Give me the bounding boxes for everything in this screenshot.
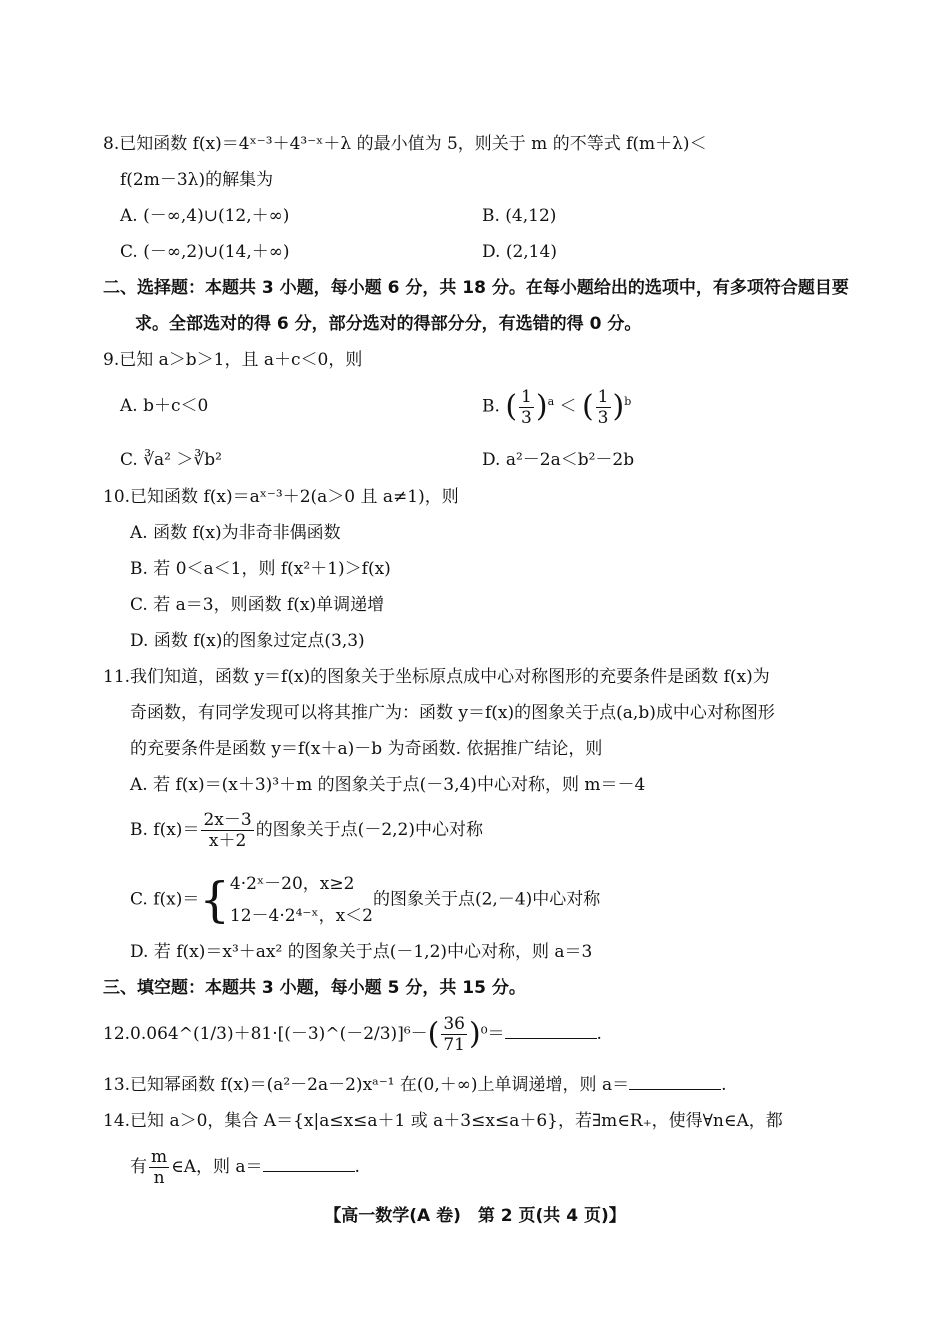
q11-option-a: A. 若 f(x)＝(x＋3)³＋m 的图象关于点(－3,4)中心对称，则 m＝－4 bbox=[130, 775, 646, 795]
q9-option-b-label: B. bbox=[482, 396, 500, 417]
q11-stem-line2: 奇函数，有同学发现可以将其推广为：函数 y＝f(x)的图象关于点(a,b)成中心对称图形 bbox=[130, 703, 775, 723]
q11-option-b-post: 的图象关于点(－2,2)中心对称 bbox=[255, 820, 483, 840]
q10-stem: 10.已知函数 f(x)＝aˣ⁻³＋2(a＞0 且 a≠1)，则 bbox=[103, 487, 459, 507]
q12-stem: 12.0.064^(1/3)＋81·[(－3)^(－2/3)]⁶－( $\frac{36}{71}$ )⁰＝ . bbox=[103, 1014, 602, 1055]
q8-option-a: A. (－∞,4)∪(12,＋∞) bbox=[120, 206, 290, 226]
q14-answer-blank[interactable] bbox=[263, 1155, 355, 1172]
q11-option-b-pre: B. f(x)＝ bbox=[130, 820, 200, 840]
q12-answer-blank[interactable] bbox=[505, 1022, 597, 1039]
q8-stem-line2: f(2m－3λ)的解集为 bbox=[120, 170, 274, 190]
q9-option-b-exp1: a bbox=[547, 395, 555, 408]
q11-stem-line1: 11.我们知道，函数 y＝f(x)的图象关于坐标原点成中心对称图形的充要条件是函数 f(x)为 bbox=[103, 667, 770, 687]
q9-option-b-lt: ＜ bbox=[559, 396, 577, 417]
q8-option-d: D. (2,14) bbox=[482, 242, 557, 262]
q11-option-c-cases: 4·2ˣ－20，x≥2 12－4·2⁴⁻ˣ，x＜2 bbox=[229, 874, 373, 926]
q8-option-c: C. (－∞,2)∪(14,＋∞) bbox=[120, 242, 290, 262]
q11-stem-line3: 的充要条件是函数 y＝f(x＋a)－b 为奇函数. 依据推广结论，则 bbox=[130, 739, 603, 759]
q11-option-b bbox=[130, 808, 483, 852]
section3-header: 三、填空题：本题共 3 小题，每小题 5 分，共 15 分。 bbox=[103, 978, 526, 998]
q9-option-b: B. ( $\frac{1}{3}$ )$^a$ ＜ ( $\frac{1}{3}$ )$^b$ bbox=[482, 386, 632, 428]
q13-stem: 13.已知幂函数 f(x)＝(a²－2a－2)xᵃ⁻¹ 在(0,＋∞)上单调递增，则 a＝ . bbox=[103, 1075, 727, 1095]
q9-stem: 9.已知 a＞b＞1，且 a＋c＜0，则 bbox=[103, 350, 363, 370]
left-brace-icon: { bbox=[199, 872, 230, 928]
q9-option-b-frac2: $\frac{1}{3}$ bbox=[597, 386, 609, 428]
page-footer: 【高一数学(A 卷) 第 2 页(共 4 页)】 bbox=[324, 1206, 626, 1226]
q14-frac: $\frac{m}{n}$ bbox=[151, 1147, 168, 1188]
q11-option-b-frac: $\frac{2x-3}{x+2}$ bbox=[203, 810, 252, 851]
q10-option-b: B. 若 0＜a＜1，则 f(x²＋1)＞f(x) bbox=[130, 559, 391, 579]
q11-option-c-pre: C. f(x)＝ bbox=[130, 889, 200, 910]
q10-option-c: C. 若 a＝3，则函数 f(x)单调递增 bbox=[130, 595, 385, 615]
q9-option-b-exp2: b bbox=[624, 395, 632, 408]
q13-answer-blank[interactable] bbox=[629, 1073, 721, 1090]
q13-pre: 13.已知幂函数 f(x)＝(a²－2a－2)xᵃ⁻¹ 在(0,＋∞)上单调递增，则 a＝ bbox=[103, 1075, 630, 1095]
q9-option-c: C. ∛a² ＞∛b² bbox=[120, 450, 222, 470]
q9-option-b-frac1: $\frac{1}{3}$ bbox=[521, 386, 532, 428]
q14-stem-line2: 有 $\frac{m}{n}$ ∈A，则 a＝ . bbox=[130, 1147, 360, 1188]
section2-header-line1: 二、选择题：本题共 3 小题，每小题 6 分，共 18 分。在每小题给出的选项中，有多项符合题目要 bbox=[103, 278, 849, 298]
q12-frac: $\frac{36}{71}$ bbox=[443, 1014, 465, 1055]
q14-stem-line1: 14.已知 a＞0，集合 A＝{x|a≤x≤a＋1 或 a＋3≤x≤a＋6}，若∃m∈R₊，使得∀n∈A，都 bbox=[103, 1111, 783, 1131]
q11-option-c-post: 的图象关于点(2,－4)中心对称 bbox=[372, 889, 601, 910]
q10-option-d: D. 函数 f(x)的图象过定点(3,3) bbox=[130, 631, 365, 651]
q8-stem-line1: 8.已知函数 f(x)＝4ˣ⁻³＋4³⁻ˣ＋λ 的最小值为 5，则关于 m 的不等式 f(m＋λ)＜ bbox=[103, 134, 707, 154]
q8-option-b: B. (4,12) bbox=[482, 206, 557, 226]
q12-post: ⁰＝ bbox=[480, 1024, 505, 1044]
q9-option-d: D. a²－2a＜b²－2b bbox=[482, 450, 635, 470]
q11-option-c bbox=[130, 868, 600, 932]
section2-header-line2: 求。全部选对的得 6 分，部分选对的得部分分，有选错的得 0 分。 bbox=[135, 314, 642, 334]
q10-option-a: A. 函数 f(x)为非奇非偶函数 bbox=[130, 523, 341, 543]
q12-pre: 12.0.064^(1/3)＋81·[(－3)^(－2/3)]⁶－ bbox=[103, 1024, 428, 1044]
q11-option-d: D. 若 f(x)＝x³＋ax² 的图象关于点(－1,2)中心对称，则 a＝3 bbox=[130, 942, 593, 962]
q9-option-a: A. b＋c＜0 bbox=[120, 396, 209, 416]
